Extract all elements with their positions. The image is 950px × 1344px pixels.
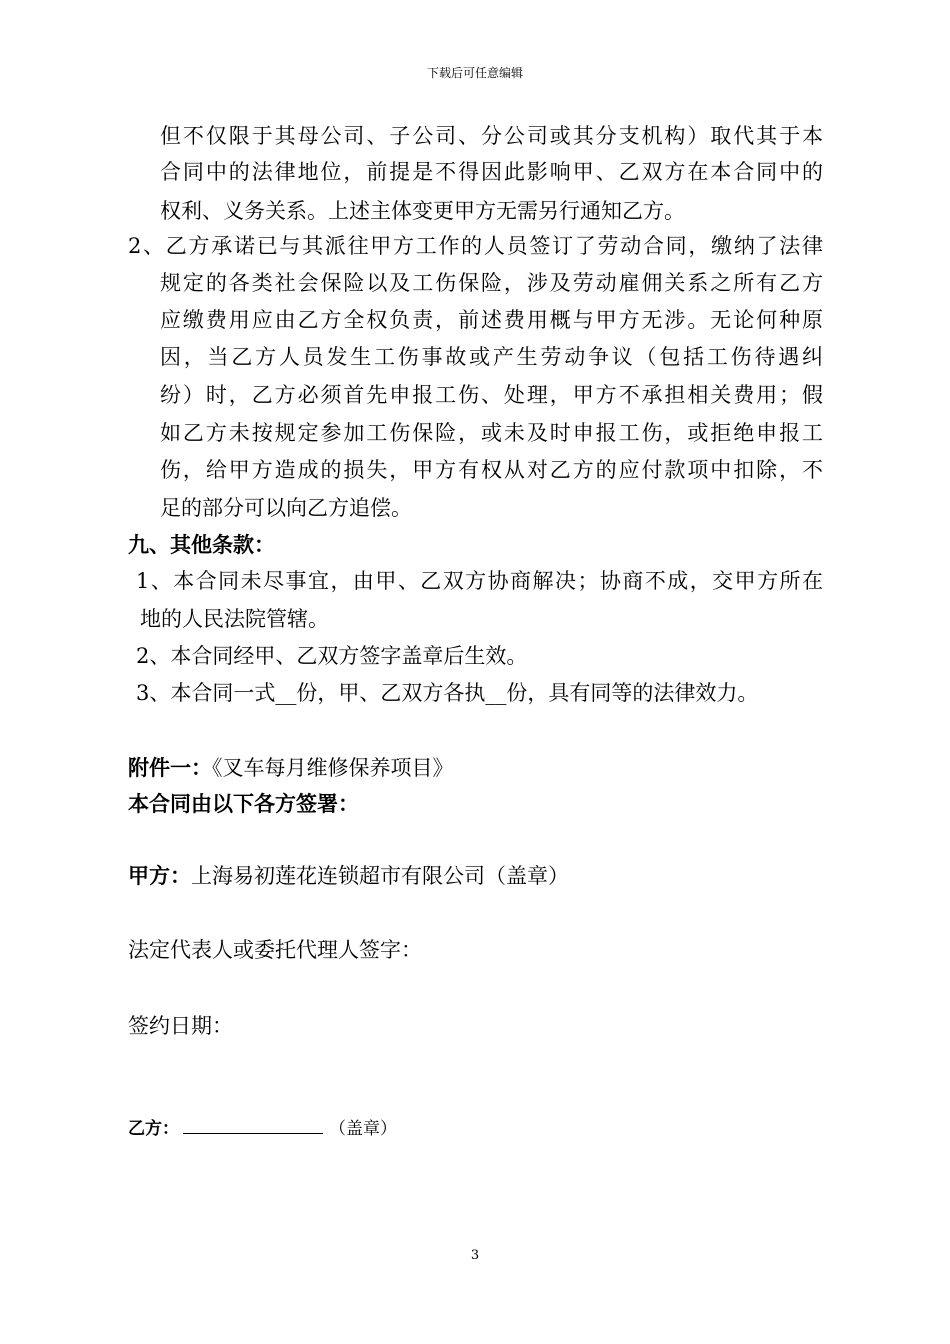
signing-heading: 本合同由以下各方签署： [128, 791, 359, 816]
body-line: 伤，给甲方造成的损失，甲方有权从对乙方的应付款项中扣除，不 [160, 458, 823, 482]
body-line: 规定的各类社会保险以及工伤保险，涉及劳动雇佣关系之所有乙方 [160, 271, 823, 295]
body-line: 因，当乙方人员发生工伤事故或产生劳动争议（包括工伤待遇纠 [160, 345, 823, 369]
party-b-blank [183, 1115, 323, 1134]
clause-item: 3、本合同一式__份，甲、乙双方各执__份，具有同等的法律效力。 [136, 681, 759, 705]
clause-item: 1、本合同未尽事宜，由甲、乙双方协商解决；协商不成，交甲方所在 [136, 569, 823, 593]
page-header: 下载后可任意编辑 [426, 66, 523, 80]
body-line: 应缴费用应由乙方全权负责，前述费用概与甲方无涉。无论何种原 [160, 308, 823, 332]
party-a-name: 上海易初莲花连锁超市有限公司（盖章） [191, 864, 569, 888]
section-heading: 九、其他条款： [128, 532, 275, 557]
body-line: 如乙方未按规定参加工伤保险，或未及时申报工伤，或拒绝申报工 [160, 421, 823, 445]
body-line: 但不仅限于其母公司、子公司、分公司或其分支机构）取代其于本 [160, 124, 823, 148]
attachment-title: 《叉车每月维修保养项目》 [212, 756, 454, 780]
page-number: 3 [470, 1248, 480, 1263]
attachment-line [128, 753, 454, 783]
body-line: 合同中的法律地位，前提是不得因此影响甲、乙双方在本合同中的 [160, 160, 823, 184]
clause-item: 2、本合同经甲、乙双方签字盖章后生效。 [136, 644, 528, 668]
body-line: 纷）时，乙方必须首先申报工伤、处理，甲方不承担相关费用；假 [160, 383, 823, 407]
attachment-label: 附件一： [128, 755, 212, 780]
representative-signature-label: 法定代表人或委托代理人签字： [128, 938, 422, 962]
party-b-seal: （盖章） [329, 1119, 397, 1139]
sign-date-label: 签约日期： [128, 1014, 233, 1038]
body-line: 足的部分可以向乙方追偿。 [160, 496, 412, 520]
clause-2-line: 2、乙方承诺已与其派往甲方工作的人员签订了劳动合同，缴纳了法律 [128, 234, 823, 258]
party-b-label: 乙方： [128, 1119, 179, 1139]
party-a-label: 甲方： [128, 863, 191, 888]
clause-item-continuation: 地的人民法院管辖。 [140, 607, 329, 631]
party-a-line [128, 861, 569, 891]
party-b-line [128, 1115, 397, 1142]
body-line: 权利、义务关系。上述主体变更甲方无需另行通知乙方。 [160, 199, 685, 223]
